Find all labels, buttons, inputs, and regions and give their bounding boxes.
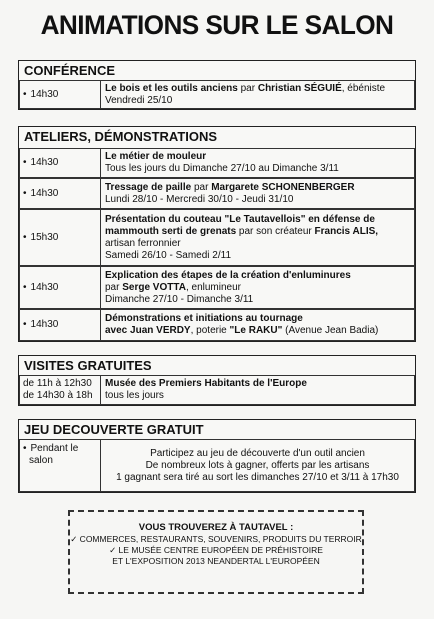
page-title: ANIMATIONS SUR LE SALON [40, 10, 394, 40]
ateliers-section [18, 126, 416, 342]
bullet-icon: • [23, 319, 27, 330]
bullet-icon: • [23, 88, 27, 100]
bullet-icon: • [23, 281, 27, 293]
table-row [19, 80, 415, 109]
table-row: • Pendant le salon Participez au jeu de découverte d'un outil ancien De nombreux lots à gagner, offerts par les artisans 1 gagnant sera tiré au sort les dimanches 27/10 et 3/11 à 17h30 [19, 439, 415, 492]
table-row: de 11h à 12h30 de 14h30 à 18h Musée des Premiers Habitants de l'Europe tous les jours [19, 375, 415, 405]
section-heading: CONFÉRENCE [24, 63, 116, 78]
table-row: • 14h30 Explication des étapes de la création d'enluminures par Serge VOTTA, enlumineur Dimanche 27/10 - Dimanche 3/11 [19, 266, 415, 309]
bullet-icon: • [23, 443, 27, 454]
tautavel-info-box: VOUS TROUVEREZ À TAUTAVEL : ✓ COMMERCES, RESTAURANTS, SOUVENIRS, PRODUITS DU TERROIR ✓ LE MUSÉE CENTRE EUROPÉEN DE PRÉHISTOIRE ET L'EXPOSITION 2013 NEANDERTAL L'EUROPÉEN [68, 510, 364, 594]
bullet-icon: • [23, 157, 27, 168]
info-heading: VOUS TROUVEREZ À TAUTAVEL : [138, 522, 294, 533]
section-heading: VISITES GRATUITES [24, 358, 152, 373]
time-cell: • 14h30 [19, 80, 101, 109]
conference-section [18, 60, 416, 110]
bullet-icon: • [23, 187, 27, 199]
bullet-icon: • [23, 231, 27, 243]
jeu-section [18, 419, 416, 493]
table-row: • 14h30 Tressage de paille par Margarete SCHONENBERGER Lundi 28/10 - Mercredi 30/10 - Jeudi 31/10 [19, 178, 415, 209]
detail-cell: Le bois et les outils anciens par Christian SÉGUIÉ, ébéniste Vendredi 25/10 [101, 80, 415, 109]
table-row: • 14h30 Le métier de mouleur Tous les jours du Dimanche 27/10 au Dimanche 3/11 [19, 148, 415, 178]
visites-section [18, 355, 416, 406]
table-row: • 15h30 Présentation du couteau "Le Tautavellois" en défense de mammouth serti de grenats par son créateur Francis ALIS, artisan ferronnier Samedi 26/10 - Samedi 2/11 [19, 209, 415, 266]
table-row: • 14h30 Démonstrations et initiations au tournage avec Juan VERDY, poterie "Le RAKU" (Avenue Jean Badia) [19, 309, 415, 341]
section-heading: JEU DECOUVERTE GRATUIT [24, 422, 204, 437]
section-heading: ATELIERS, DÉMONSTRATIONS [24, 129, 218, 144]
